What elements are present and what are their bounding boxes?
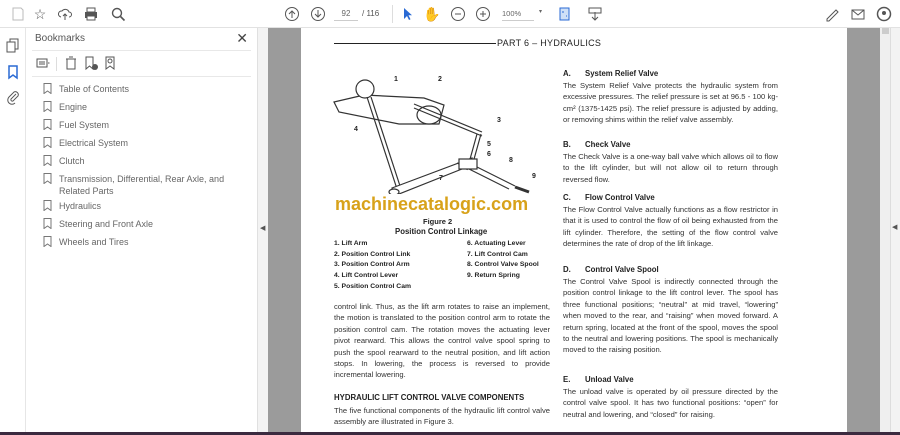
bookmark-panel-icon[interactable] [4,63,22,81]
toolbar [0,0,900,28]
pdf-page [301,28,847,432]
zoom-in-button[interactable] [474,5,492,23]
page-total: / 116 [362,9,380,18]
bookmark-icon [43,173,52,184]
bookmark-item[interactable]: Electrical System [43,137,128,149]
zoom-out-button[interactable] [449,5,467,23]
callout: 1 [394,76,398,83]
bookmark-item[interactable]: Fuel System [43,119,109,131]
expand-arrow-icon[interactable]: ◀ [892,224,898,231]
legend-item: 6. Actuating Lever [467,240,526,247]
legend-item: 2. Position Control Link [334,251,411,258]
bookmark-icon [43,83,52,94]
account-icon[interactable] [875,5,893,23]
callout: 7 [439,175,443,182]
bookmark-item[interactable]: Hydraulics [43,200,101,212]
bookmarks-panel [26,28,257,432]
callout: 3 [497,117,501,124]
section-heading: HYDRAULIC LIFT CONTROL VALVE COMPONENTS [334,393,525,402]
section-heading: Check Valve [585,140,631,149]
zoom-level-select[interactable]: 100% [502,7,534,21]
legend-item: 5. Position Control Cam [334,283,412,290]
bookmark-item[interactable]: Table of Contents [43,83,129,95]
legend-item: 7. Lift Control Cam [467,251,528,258]
callout: 9 [532,173,536,180]
close-icon[interactable]: ✕ [236,30,248,46]
bookmark-icon [43,101,52,112]
bookmark-icon [43,137,52,148]
vertical-scrollbar[interactable] [880,28,890,432]
body-paragraph: control link. Thus, as the lift arm rotates to raise an implement, the motion is translated to the position control arm to rotate the position control cam. The rotation moves the actuating lever pivot rearward. This allows the control valve spool spring to push the spool rearward to the neutral position, and lift action stops. In lowering, the process is reversed to provide incremental lowering. [334,302,550,380]
left-tool-rail [0,28,26,432]
page-number-input[interactable]: 92 [334,7,358,21]
legend-item: 9. Return Spring [467,272,520,279]
bookmark-item[interactable]: Steering and Front Axle [43,218,153,230]
options-menu-icon[interactable] [34,54,52,72]
bookmark-icon [43,218,52,229]
select-cursor-icon[interactable] [398,5,416,23]
delete-bookmark-icon[interactable] [62,54,80,72]
legend-item: 4. Lift Control Lever [334,272,399,279]
callout: 2 [438,76,442,83]
collapse-panel-handle[interactable] [257,28,268,432]
bookmark-item[interactable]: Clutch [43,155,85,167]
zoom-dropdown-icon[interactable]: ▾ [539,9,543,15]
position-control-linkage-figure [329,74,544,194]
callout: 5 [487,141,491,148]
section-heading: Flow Control Valve [585,193,655,202]
right-pane-toggle[interactable] [890,28,900,432]
section-letter: B. [563,140,571,149]
bookmark-icon [43,236,52,247]
attachment-icon[interactable] [4,88,22,106]
body-paragraph: The System Relief Valve protects the hydraulic system from excessive pressures. The relief pressure is set at 96.5 - 100 kg-cm² (1375-1425 psi). The relief pressure is adjusted by adding, or removing shims within the relief valve assembly. [563,81,778,125]
divider [32,50,251,51]
search-bookmark-icon[interactable] [102,54,120,72]
section-heading: Unload Valve [585,375,634,384]
section-letter: C. [563,193,571,202]
section-letter: E. [563,375,571,384]
section-letter: A. [563,69,571,78]
section-heading: System Relief Valve [585,69,659,78]
bookmark-item[interactable]: Engine [43,101,87,113]
panel-title: Bookmarks [35,33,86,44]
print-icon[interactable] [82,5,100,23]
bookmark-item[interactable]: Transmission, Differential, Rear Axle, and Related Parts [43,173,243,197]
watermark: machinecatalogic.com [335,194,529,214]
bookmark-icon [43,119,52,130]
divider [32,76,251,77]
figure-number: Figure 2 [423,217,453,226]
header-rule [334,43,496,44]
bookmark-icon [43,155,52,166]
callout: 6 [487,151,491,158]
next-page-button[interactable] [309,5,327,23]
new-bookmark-icon[interactable] [82,54,100,72]
page-header: PART 6 – HYDRAULICS [497,38,602,48]
upload-cloud-icon[interactable] [56,5,74,23]
previous-page-button[interactable] [283,5,301,23]
body-paragraph: The five functional components of the hydraulic lift control valve assembly are illustrated in Figure 3. [334,406,550,427]
bookmark-icon [43,200,52,211]
body-paragraph: The Control Valve Spool is indirectly connected through the position control linkage to the lift control lever. The spool has three functional positions; “neutral” at mid travel, “lowering” when moved to the rear, and “raising” when moved forward. A return spring, located at the front of the spool, moves the spool to the neutral and lowering positions. The spool is mechanically moved to the raising position. [563,277,778,355]
mail-icon[interactable] [849,5,867,23]
callout: 4 [354,126,358,133]
star-icon[interactable]: ☆ [33,5,47,22]
hand-tool-icon[interactable]: ✋ [423,5,441,22]
divider [56,57,57,71]
section-heading: Control Valve Spool [585,265,659,274]
legend-item: 3. Position Control Arm [334,261,410,268]
page-fit-icon[interactable] [556,5,574,23]
search-icon[interactable] [109,5,127,23]
callout: 8 [509,157,513,164]
save-icon[interactable] [9,5,27,23]
scrollbar-thumb[interactable] [882,28,889,34]
toolbar-divider [392,5,393,23]
body-paragraph: The Flow Control Valve actually functions as a flow restrictor in that it is used to control the flow of oil being exhausted from the lift cylinder. Therefore, the setting of the flow control valve determines the rate of drop of the lift linkage. [563,205,778,249]
body-paragraph: The unload valve is operated by oil pressure directed by the control valve spool. It has two functional positions: “open” for neutral and lowering, and “closed” for raising. [563,387,778,419]
pages-icon[interactable] [4,36,22,54]
download-icon[interactable] [586,5,604,23]
bookmark-item[interactable]: Wheels and Tires [43,236,129,248]
body-paragraph: The Check Valve is a one-way ball valve which allows oil to flow to the lift cylinder, but will not allow oil to return through reversed flow. [563,152,778,184]
legend-item: 8. Control Valve Spool [467,261,539,268]
section-letter: D. [563,265,571,274]
figure-caption: Position Control Linkage [395,227,488,236]
collapse-arrow-icon[interactable]: ◀ [260,225,266,232]
legend-item: 1. Lift Arm [334,240,368,247]
sign-icon[interactable] [823,5,841,23]
